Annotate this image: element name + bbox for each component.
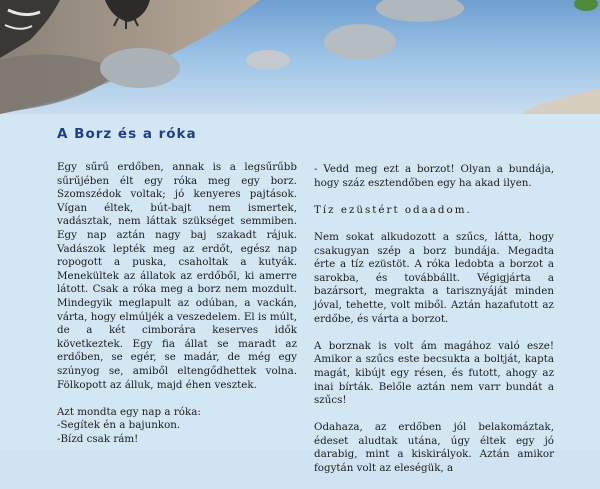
paragraph: A borznak is volt ám magához való esze! Amikor a szűcs este becsukta a boltját, kapta magát, kibújt egy résen, és futott, ahogy az inai bírták. Belőle aztán nem varr bundát a szűcs! [314,339,554,407]
rock-icon [246,50,290,70]
story-content [0,114,600,475]
illustration-canvas [0,0,600,114]
paragraph: - Vedd meg ezt a borzot! Olyan a bundája, hogy száz esztendőben egy ha akad ilyen. [314,163,554,189]
story-illustration [0,0,600,114]
dialogue-line: -Bízd csak rám! [57,432,139,445]
dialogue-line: -Segítek én a bajunkon. [57,419,181,432]
right-column [314,163,554,489]
paragraph: Odahaza, az erdőben jól belakomáztak, édeset aludtak utána, úgy éltek egy jó darabig, mint a kiskirályok. Aztán amikor fogytán volt az eleségük, a [314,421,554,475]
dialogue-block [57,406,297,447]
dialogue-line: Azt mondta egy nap a róka: [57,405,201,418]
paragraph: Tíz ezüstért odaadom. [314,203,472,216]
paragraph: Egy sűrű erdőben, annak is a legsűrűbb sűrűjében élt egy róka meg egy borz. Szomszédok voltak; jó kenyeres pajtások. Vígan éltek, bút-bajt nem ismertek, vadásztak, nem láttak szükséget semmiben. Egy nap aztán nagy baj szakadt rájuk. Vadászok lepték meg az erdőt, egész nap ropogott a puska, csaholtak a kutyák. Menekültek az állatok az erdőből, ki amerre látott. Csak a róka meg a borz nem mozdult. Mindegyik meglapult az odúban, a vackán, várta, hogy elmúljék a veszedelem. El is múlt, de a két cimborára keserves idők következtek. Egy fia állat se maradt az erdőben, se egér, se madár, de még egy szúnyog se, amiből eltengődhettek volna. Fölkopott az álluk, majd éhen vesztek. [57,161,297,391]
left-column [57,161,297,446]
story-title: A Borz és a róka [57,126,197,142]
paragraph: Nem sokat alkudozott a szűcs, látta, hogy csakugyan szép a borz bundája. Megadta érte a tíz ezüstöt. A róka ledobta a borzot a sarokba, és továbbállt. Végigjárta a bazársort, megrakta a tarisznyáját minden jóval, tehette, volt miből. Aztán hazafutott az erdőbe, és várta a borzot. [314,230,554,325]
rock-icon [100,48,180,88]
rock-icon [324,24,396,60]
